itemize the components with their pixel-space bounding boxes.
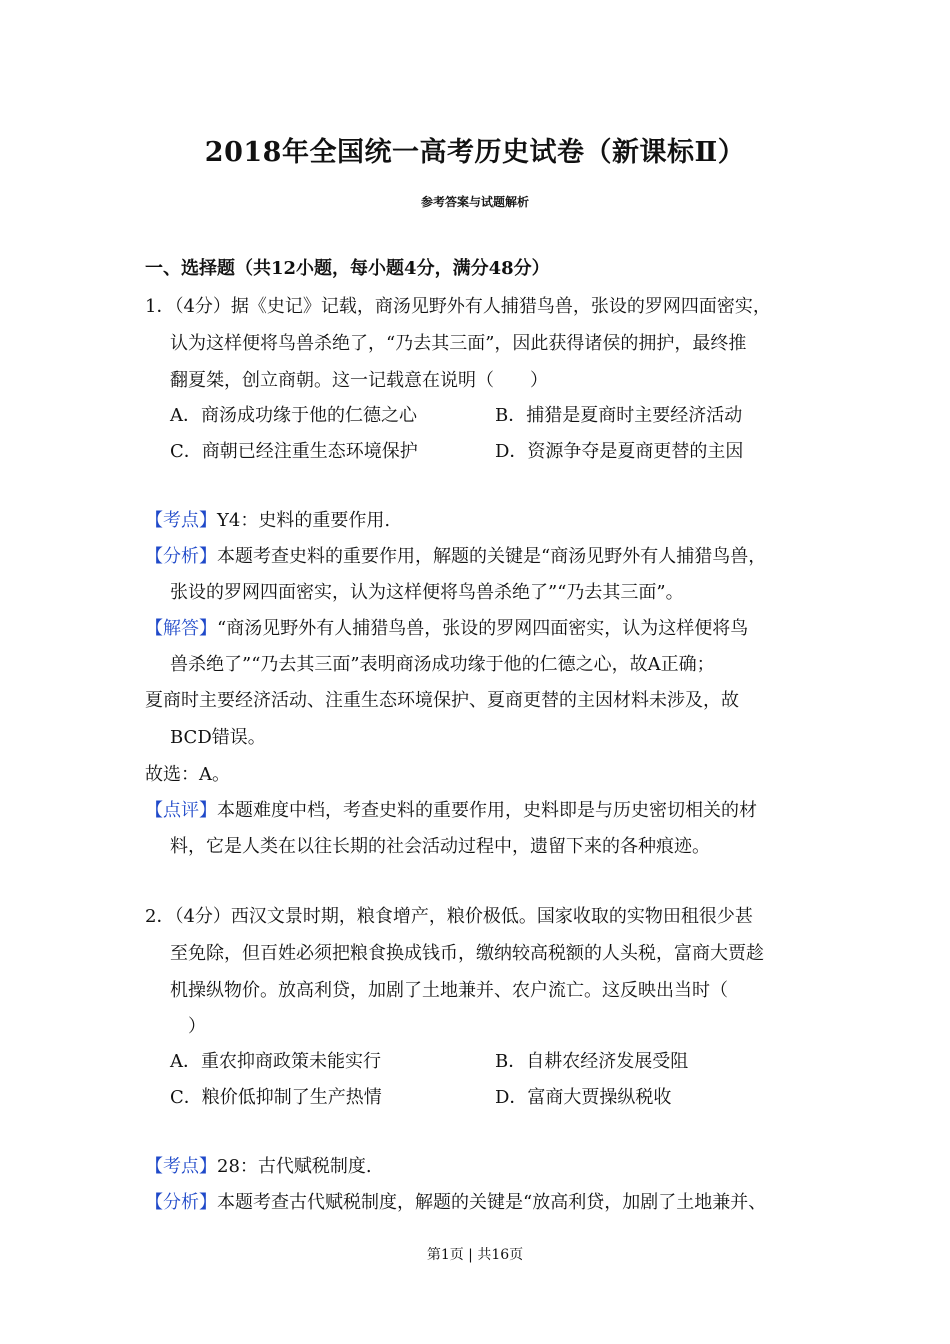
fenxi-line-1: 本题考查古代赋税制度，解题的关键是“放高利贷，加剧了土地兼并、 (217, 1192, 767, 1213)
q1-jieda-line-2: 兽杀绝了”“乃去其三面”表明商汤成功缘于他的仁德之心，故A正确； (170, 654, 715, 675)
document-subtitle: 参考答案与试题解析 (420, 195, 529, 209)
fenxi-line-1: 本题考查史料的重要作用，解题的关键是“商汤见野外有人捕猎鸟兽， (217, 546, 767, 567)
q1-stem-line-2: 认为这样便将鸟兽杀绝了，“乃去其三面”，因此获得诸侯的拥护，最终推 (170, 333, 747, 354)
q2-stem-line-3: 机操纵物价。放高利贷，加剧了土地兼并、农户流亡。这反映出当时（ (170, 980, 728, 1001)
fenxi-tag: 【分析】 (145, 1192, 217, 1213)
q1-fenxi-line-2: 张设的罗网四面密实，认为这样便将鸟兽杀绝了”“乃去其三面”。 (170, 582, 684, 603)
q1-dianping (145, 796, 757, 822)
kaodian-text: 28：古代赋税制度. (217, 1156, 372, 1177)
dianping-tag: 【点评】 (145, 800, 217, 821)
kaodian-text: Y4：史料的重要作用. (217, 510, 391, 531)
q1-dianping-line-2: 料，它是人类在以往长期的社会活动过程中，遗留下来的各种痕迹。 (170, 836, 710, 857)
fenxi-tag: 【分析】 (145, 546, 217, 567)
q2-option-a: A．重农抑商政策未能实行 (170, 1051, 381, 1072)
q1-option-c: C．商朝已经注重生态环境保护 (170, 441, 418, 462)
q1-jieda-line-4: BCD错误。 (170, 727, 266, 748)
q1-stem-line-3: 翻夏桀，创立商朝。这一记载意在说明（ ） (170, 370, 548, 391)
q2-option-c: C．粮价低抑制了生产热情 (170, 1087, 382, 1108)
q2-kaodian (145, 1152, 372, 1178)
kaodian-tag: 【考点】 (145, 510, 217, 531)
q1-stem-line-1: 1．（4分）据《史记》记载，商汤见野外有人捕猎鸟兽，张设的罗网四面密实， (145, 296, 771, 317)
q2-fenxi (145, 1188, 766, 1214)
q1-option-d: D．资源争夺是夏商更替的主因 (495, 441, 744, 462)
q2-option-d: D．富商大贾操纵税收 (495, 1087, 672, 1108)
q1-kaodian (145, 506, 390, 532)
q1-fenxi (145, 542, 766, 568)
section-heading: 一、选择题（共12小题，每小题4分，满分48分） (145, 258, 550, 279)
q2-stem-line-2: 至免除，但百姓必须把粮食换成钱币，缴纳较高税额的人头税，富商大贾趁 (170, 943, 764, 964)
document-title: 2018年全国统一高考历史试卷（新课标Ⅱ） (204, 137, 746, 168)
kaodian-tag: 【考点】 (145, 1156, 217, 1177)
q1-answer: 故选：A。 (145, 764, 230, 785)
q1-jieda (145, 614, 748, 640)
q1-option-a: A．商汤成功缘于他的仁德之心 (170, 405, 417, 426)
q1-option-b: B．捕猎是夏商时主要经济活动 (495, 405, 743, 426)
jieda-line-1: “商汤见野外有人捕猎鸟兽，张设的罗网四面密实，认为这样便将鸟 (217, 618, 749, 639)
q2-option-b: B．自耕农经济发展受阻 (495, 1051, 689, 1072)
jieda-tag: 【解答】 (145, 618, 217, 639)
q2-stem-line-1: 2．（4分）西汉文景时期，粮食增产，粮价极低。国家收取的实物田租很少甚 (145, 906, 753, 927)
q1-jieda-line-3: 夏商时主要经济活动、注重生态环境保护、夏商更替的主因材料未涉及，故 (145, 690, 739, 711)
page-footer: 第1页 | 共16页 (426, 1247, 524, 1263)
dianping-line-1: 本题难度中档，考查史料的重要作用，史料即是与历史密切相关的材 (217, 800, 757, 821)
q2-stem-line-4: ） (188, 1016, 206, 1037)
